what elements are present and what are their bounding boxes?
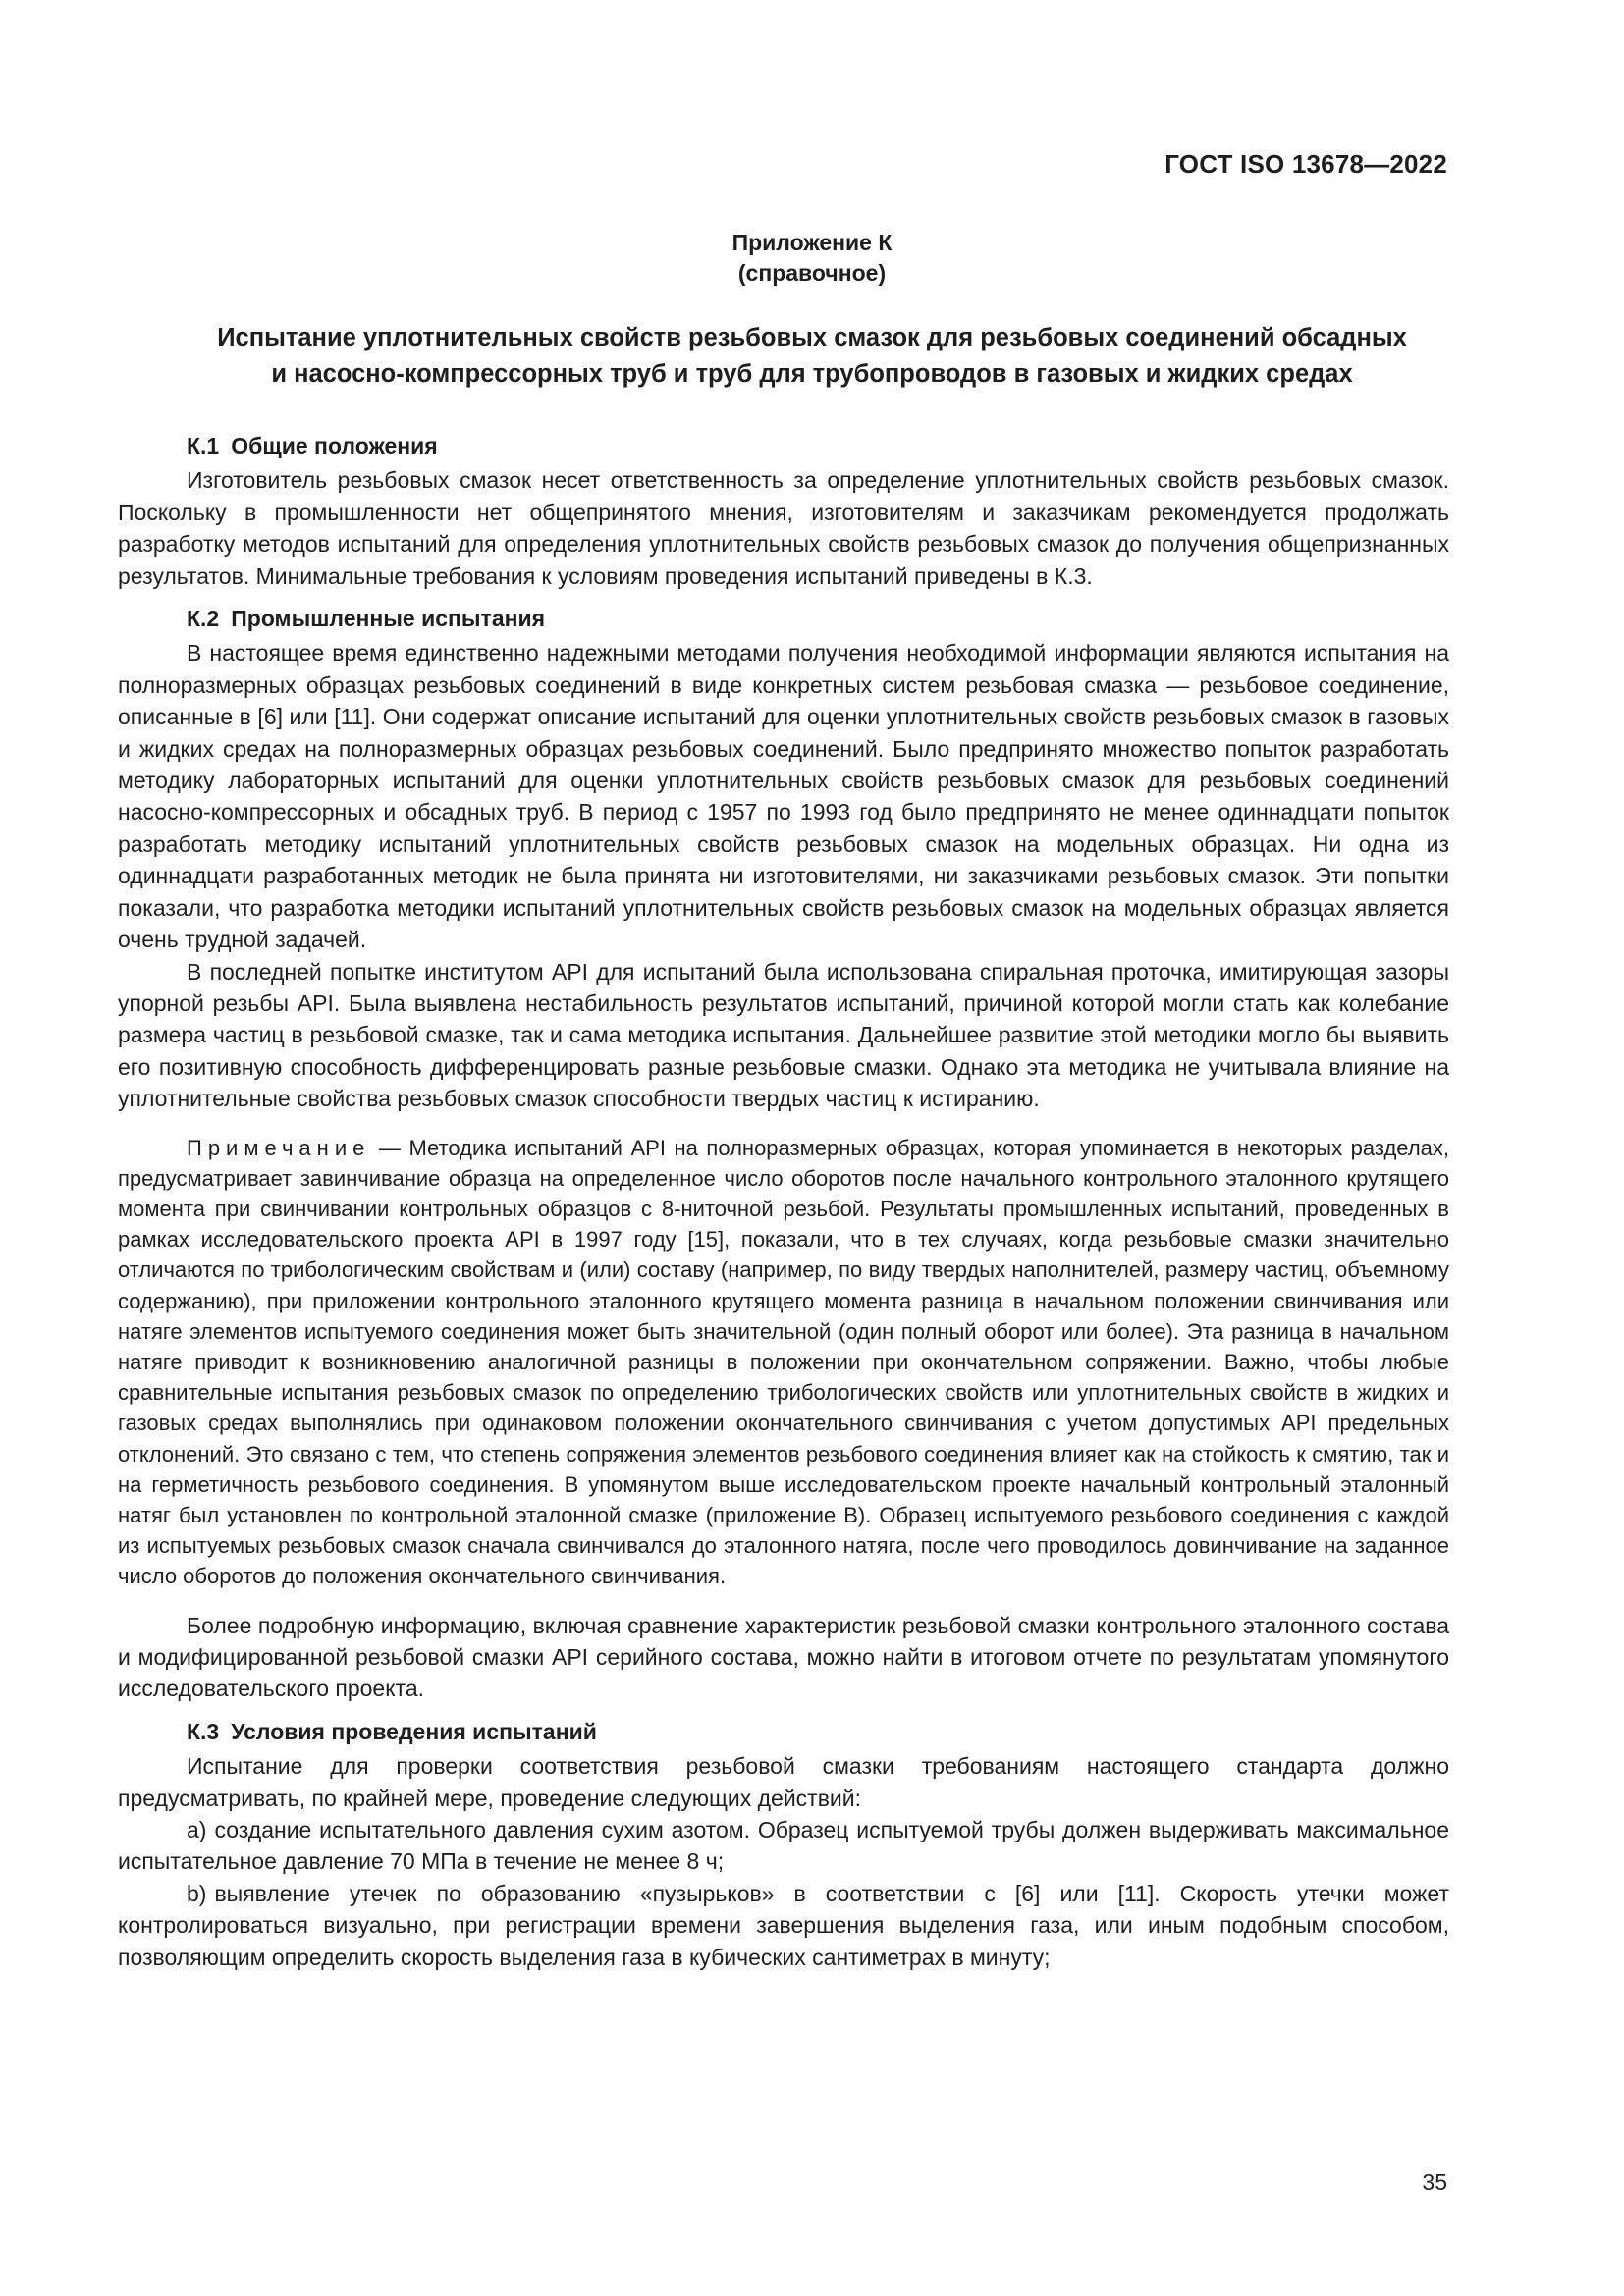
- appendix-label: Приложение К: [731, 230, 893, 255]
- section-title: Общие положения: [231, 433, 438, 458]
- appendix-header: [0, 228, 1624, 289]
- list-item-text: создание испытательного давления сухим азотом. Образец испытуемой трубы должен выдерживать максимальное испытательное давление 70 МПа в течение не менее 8 ч;: [118, 1817, 1449, 1875]
- list-marker: a): [187, 1817, 207, 1843]
- note-text: — Методика испытаний API на полноразмерных образцах, которая упоминается в некоторых разделах, предусматривает завинчивание образца на определенное число оборотов после начального контрольного эталонного крутящего момента при свинчивании контрольных образцов с 8-ниточной резьбой. Результаты промышленных испытаний, проведенных в рамках исследовательского проекта API в 1997 году [15], показали, что в тех случаях, когда резьбовые смазки значительно отличаются по трибологическим свойствам и (или) составу (например, по виду твердых наполнителей, размеру частиц, объемному содержанию), при приложении контрольного эталонного крутящего момента разница в начальном положении свинчивания или натяге элементов испытуемого соединения может быть значительной (один полный оборот или более). Эта разница в начальном натяге приводит к возникновению аналогичной разницы в положении при окончательном сопряжении. Важно, чтобы любые сравнительные испытания резьбовых смазок по определению трибологических свойств или уплотнительных свойств в жидких и газовых средах выполнялись при одинаковом положении окончательного свинчивания с учетом допустимых API предельных отклонений. Это связано с тем, что степень сопряжения элементов резьбового соединения влияет как на стойкость к смятию, так и на герметичность резьбового соединения. В упомянутом выше исследовательском проекте начальный контрольный эталонный натяг был установлен по контрольной эталонной смазке (приложение В). Образец испытуемого резьбового соединения с каждой из испытуемых резьбовых смазок сначала свинчивался до эталонного натяга, после чего проводилось довинчивание на заданное число оборотов до положения окончательного свинчивания.: [118, 1135, 1449, 1589]
- appendix-title-line-2: и насосно-компрессорных труб и труб для трубопроводов в газовых и жидких средах: [271, 360, 1353, 388]
- list-item: [118, 1814, 1449, 1878]
- paragraph: В настоящее время единственно надежными методами получения необходимой информации являются испытания на полноразмерных образцах резьбовых соединений в виде конкретных систем резьбовая смазка — резьбовое соединение, описанные в [6] или [11]. Они содержат описание испытаний для оценки уплотнительных свойств резьбовых смазок в газовых и жидких средах на полноразмерных образцах резьбовых соединений. Было предпринято множество попыток разработать методику лабораторных испытаний для оценки уплотнительных свойств резьбовых смазок для резьбовых соединений насосно-компрессорных и обсадных труб. В период с 1957 по 1993 год было предпринято не менее одиннадцати попыток разработать методику испытаний уплотнительных свойств резьбовых смазок на модельных образцах. Ни одна из одиннадцати разработанных методик не была принята ни изготовителями, ни заказчиками резьбовых смазок. Эти попытки показали, что разработка методики испытаний уплотнительных свойств резьбовых смазок на модельных образцах является очень трудной задачей.: [118, 640, 1449, 953]
- section-heading-k3: [118, 1716, 1449, 1747]
- appendix-title: [118, 320, 1506, 393]
- section-number: К.2: [187, 606, 220, 632]
- appendix-type: (справочное): [737, 260, 887, 286]
- list-marker: b): [187, 1880, 207, 1906]
- paragraph: Испытание для проверки соответствия резьбовой смазки требованиям настоящего стандарта должно предусматривать, по крайней мере, проведение следующих действий:: [118, 1753, 1449, 1811]
- section-title: Условия проведения испытаний: [231, 1718, 597, 1744]
- document-body: [118, 430, 1449, 1973]
- list-item-text: выявление утечек по образованию «пузырьков» в соответствии с [6] или [11]. Скорость утечки может контролироваться визуально, при регистрации времени завершения выделения газа, или иным подобным способом, позволяющим определить скорость выделения газа в кубических сантиметрах в минуту;: [118, 1880, 1449, 1970]
- paragraph: Более подробную информацию, включая сравнение характеристик резьбовой смазки контрольного эталонного состава и модифицированной резьбовой смазки API серийного состава, можно найти в итоговом отчете по результатам упомянутого исследовательского проекта.: [118, 1612, 1449, 1702]
- section-heading-k2: [118, 603, 1449, 634]
- paragraph: В последней попытке институтом API для испытаний была использована спиральная проточка, имитирующая зазоры упорной резьбы API. Была выявлена нестабильность результатов испытаний, причиной которой могли стать как колебание размера частиц в резьбовой смазке, так и сама методика испытания. Дальнейшее развитие этой методики могло бы выявить его позитивную способность дифференцировать разные резьбовые смазки. Однако эта методика не учитывала влияние на уплотнительные свойства резьбовых смазок способности твердых частиц к истиранию.: [118, 958, 1449, 1112]
- appendix-title-line-1: Испытание уплотнительных свойств резьбовых смазок для резьбовых соединений обсадных: [217, 324, 1407, 351]
- document-code: ГОСТ ISO 13678—2022: [1164, 149, 1447, 179]
- paragraph: Изготовитель резьбовых смазок несет ответственность за определение уплотнительных свойств резьбовых смазок. Поскольку в промышленности нет общепринятого мнения, изготовителям и заказчикам рекомендуется продолжать разработку методов испытаний для определения уплотнительных свойств резьбовых смазок до получения общепризнанных результатов. Минимальные требования к условиям проведения испытаний приведены в К.3.: [118, 467, 1449, 589]
- page-number: 35: [1422, 2169, 1447, 2195]
- note-label: Примечание: [187, 1135, 371, 1160]
- section-title: Промышленные испытания: [231, 606, 546, 632]
- section-number: К.3: [187, 1718, 220, 1744]
- section-heading-k1: [118, 430, 1449, 461]
- section-number: К.1: [187, 433, 220, 458]
- list-item: [118, 1878, 1449, 1973]
- note: [118, 1133, 1449, 1592]
